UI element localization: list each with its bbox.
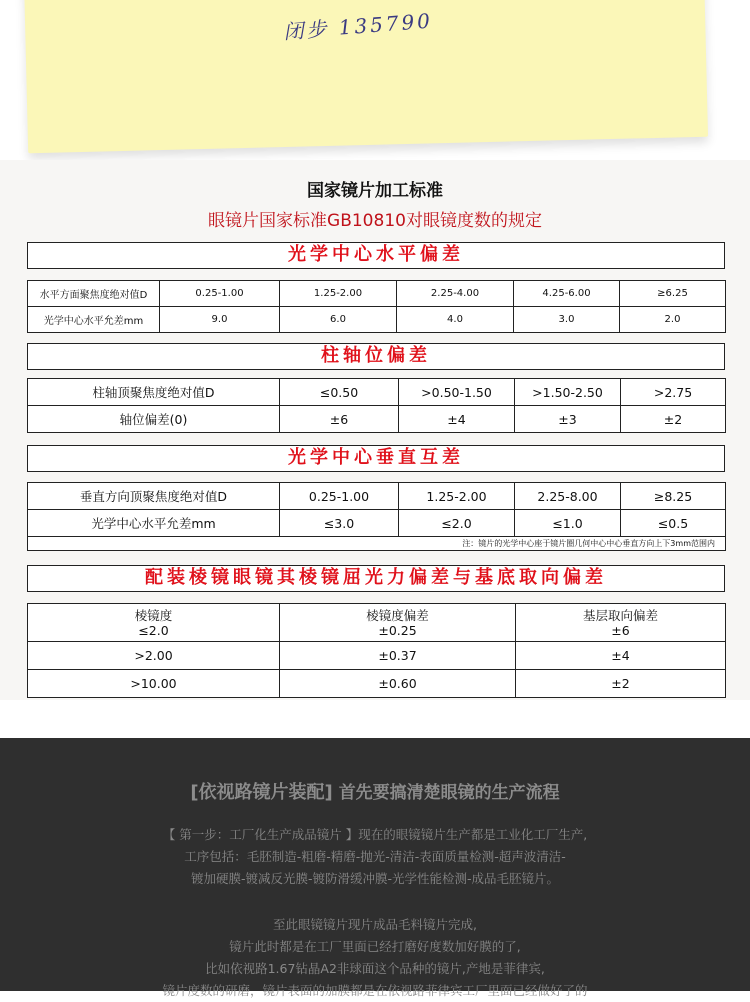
handwriting-note: 闭步 135790 bbox=[282, 8, 434, 44]
table-cell: ±4 bbox=[516, 642, 726, 670]
text-line: 镜片此时都是在工厂里面已经打磨好度数加好膜的了, bbox=[229, 939, 521, 954]
table-cell: >1.50-2.50 bbox=[515, 379, 621, 406]
table-cell: 轴位偏差(0) bbox=[28, 406, 280, 433]
table-cell: 垂直方向顶聚焦度绝对值D bbox=[28, 483, 280, 510]
table-row bbox=[28, 537, 726, 551]
optical-center-vertical-table bbox=[27, 482, 726, 551]
table-cell: 2.25-8.00 bbox=[515, 483, 621, 510]
header-value: ±0.25 bbox=[378, 622, 417, 638]
table-row bbox=[28, 307, 726, 333]
table-cell: 4.0 bbox=[397, 307, 514, 333]
process-heading-bracket: [依视路镜片装配] bbox=[190, 782, 333, 803]
table-cell: 1.25-2.00 bbox=[280, 281, 397, 307]
table-row bbox=[28, 281, 726, 307]
table-cell: 0.25-1.00 bbox=[160, 281, 280, 307]
table-cell: ±6 bbox=[280, 406, 399, 433]
table-cell: ≤3.0 bbox=[280, 510, 399, 537]
table-row bbox=[28, 510, 726, 537]
header-label: 基层取向偏差 bbox=[582, 607, 658, 623]
sticky-note-photo bbox=[0, 0, 750, 160]
header-value: ≤2.0 bbox=[138, 622, 169, 638]
process-heading-text: 首先要搞清楚眼镜的生产流程 bbox=[338, 783, 560, 803]
table-cell: 9.0 bbox=[160, 307, 280, 333]
table-row bbox=[28, 483, 726, 510]
lens-completion-paragraph bbox=[0, 914, 750, 1002]
table-cell: ±2 bbox=[516, 670, 726, 698]
production-process-section bbox=[0, 738, 750, 998]
text-line: 至此眼镜镜片现片成品毛料镜片完成, bbox=[273, 917, 477, 932]
table-cell: >2.00 bbox=[28, 642, 280, 670]
table-cell bbox=[28, 604, 280, 642]
text-line: 镜片度数的研磨，镜片表面的加膜都是在依视路菲律宾工厂里面已经做好了的 bbox=[162, 983, 588, 998]
process-heading bbox=[0, 778, 750, 804]
table-cell bbox=[280, 604, 516, 642]
table-cell: 光学中心水平允差mm bbox=[28, 510, 280, 537]
table-cell: >2.75 bbox=[621, 379, 726, 406]
cylinder-axis-table bbox=[27, 378, 726, 433]
text-line: 【 第一步：工厂化生产成品镜片 】现在的眼镜镜片生产都是工业化工厂生产, bbox=[162, 827, 588, 842]
text-line: 镀加硬膜-镀减反光膜-镀防滑缓冲膜-光学性能检测-成品毛胚镜片。 bbox=[190, 871, 560, 886]
table-cell: >10.00 bbox=[28, 670, 280, 698]
table-row bbox=[28, 379, 726, 406]
table-cell: ≤0.5 bbox=[621, 510, 726, 537]
header-value: ±6 bbox=[611, 622, 630, 638]
table-cell: ±4 bbox=[399, 406, 515, 433]
prism-table bbox=[27, 603, 726, 698]
table-cell: 0.25-1.00 bbox=[280, 483, 399, 510]
table-cell: ≤1.0 bbox=[515, 510, 621, 537]
table-cell: 水平方面聚焦度绝对值D bbox=[28, 281, 160, 307]
optical-center-vertical-banner: 光学中心垂直互差 bbox=[27, 445, 725, 472]
table-cell: 2.0 bbox=[620, 307, 726, 333]
table-cell: 3.0 bbox=[514, 307, 620, 333]
table-cell: ±2 bbox=[621, 406, 726, 433]
step1-paragraph bbox=[0, 824, 750, 890]
header-label: 棱镜度 bbox=[134, 607, 173, 623]
table-cell: 4.25-6.00 bbox=[514, 281, 620, 307]
lens-standards-section bbox=[0, 160, 750, 700]
table-row bbox=[28, 604, 726, 642]
optical-center-horizontal-banner: 光学中心水平偏差 bbox=[27, 242, 725, 269]
sticky-note bbox=[24, 0, 708, 153]
table-cell: >0.50-1.50 bbox=[399, 379, 515, 406]
standards-title: 国家镜片加工标准 bbox=[307, 181, 443, 201]
standards-subtitle: 眼镜片国家标准GB10810对眼镜度数的规定 bbox=[208, 211, 542, 231]
table-cell: 2.25-4.00 bbox=[397, 281, 514, 307]
table-cell: ±0.37 bbox=[280, 642, 516, 670]
prism-banner: 配装棱镜眼镜其棱镜屈光力偏差与基底取向偏差 bbox=[27, 565, 725, 592]
table-row bbox=[28, 642, 726, 670]
table-cell: 6.0 bbox=[280, 307, 397, 333]
table-cell: ≥6.25 bbox=[620, 281, 726, 307]
table-row bbox=[28, 406, 726, 433]
optical-center-horizontal-table bbox=[27, 280, 726, 333]
text-line: 工序包括：毛胚制造-粗磨-精磨-抛光-清洁-表面质量检测-超声波清洁- bbox=[184, 849, 566, 864]
table-row bbox=[28, 670, 726, 698]
table-cell: 1.25-2.00 bbox=[399, 483, 515, 510]
table-cell: ≥8.25 bbox=[621, 483, 726, 510]
header-label: 棱镜度偏差 bbox=[366, 607, 429, 623]
tolerance-note: 注：镜片的光学中心座于镜片圈几何中心中心垂直方向上下3mm范围内 bbox=[28, 537, 726, 551]
table-cell: ≤0.50 bbox=[280, 379, 399, 406]
table-cell bbox=[516, 604, 726, 642]
table-cell: ≤2.0 bbox=[399, 510, 515, 537]
table-cell: ±3 bbox=[515, 406, 621, 433]
table-cell: 柱轴顶聚焦度绝对值D bbox=[28, 379, 280, 406]
text-line: 比如依视路1.67钻晶A2非球面这个品种的镜片,产地是菲律宾, bbox=[205, 961, 545, 976]
table-cell: ±0.60 bbox=[280, 670, 516, 698]
cylinder-axis-banner: 柱轴位偏差 bbox=[27, 343, 725, 370]
table-cell: 光学中心水平允差mm bbox=[28, 307, 160, 333]
